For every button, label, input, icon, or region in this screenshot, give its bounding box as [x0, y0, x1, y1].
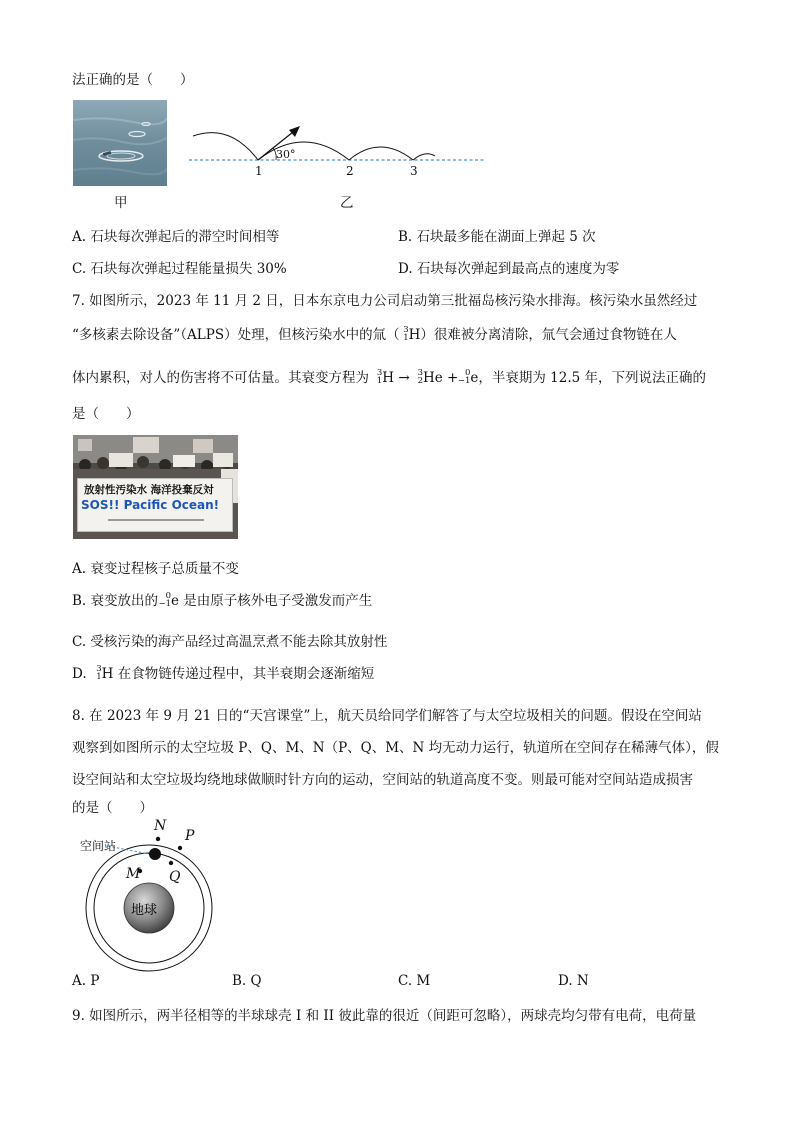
q7-option-d-post: H 在食物链传递过程中，其半衰期会逐渐缩短: [101, 666, 375, 682]
nuclide-charge: 1: [376, 376, 383, 386]
q7-option-d-pre: D.: [72, 666, 87, 682]
q6-photo-stone-skipping: [73, 100, 167, 186]
q8-stem-line4: 的是（ ）: [72, 800, 153, 816]
q7-option-b-pre: B. 衰变放出的: [72, 593, 159, 609]
q7-option-d-nuclide-h: [93, 664, 102, 682]
q8-option-d[interactable]: D. N: [558, 973, 589, 989]
q6-diagram-skip-arcs: [185, 118, 490, 184]
nuclide-mass: 3: [96, 664, 102, 674]
q7-stem-line3-a: 体内累积，对人的伤害将不可估量。其衰变方程为: [72, 370, 369, 386]
q7-stem-line2-a: “多核素去除设备”（ALPS）处理，但核污染水中的氚（: [72, 327, 400, 343]
q7-option-b-post: e 是由原子核外电子受激发而产生: [171, 593, 373, 609]
q7-eq-nuclide-h: [373, 368, 382, 386]
nuclide-mass: 3: [376, 368, 383, 378]
nuclide-mass: 0: [464, 368, 471, 378]
q7-photo-protest: [73, 435, 238, 539]
q7-eq-e: e: [470, 370, 479, 386]
nuclide-charge: 1: [96, 672, 102, 682]
q8-earth-label: 地球: [131, 903, 158, 918]
q7-stem-line3: [72, 366, 706, 386]
q8-stem-line3: 设空间站和太空垃圾均绕地球做顺时针方向的运动，空间站的轨道高度不变。则最可能对空间站造成损害: [72, 772, 693, 788]
q7-eq-he: He +: [422, 370, 459, 386]
q8-option-b[interactable]: B. Q: [232, 973, 262, 989]
q6-option-a[interactable]: A. 石块每次弹起后的滞空时间相等: [72, 229, 280, 245]
q7-stem-line1: 7. 如图所示，2023 年 11 月 2 日，日本东京电力公司启动第三批福岛核污染水排海。核污染水虽然经过: [72, 293, 698, 309]
q6-option-c[interactable]: C. 石块每次弹起过程能量损失 30%: [72, 261, 287, 277]
q8-option-a[interactable]: A. P: [72, 973, 100, 989]
nuclide-charge: −1: [158, 599, 172, 609]
q7-sign-small-print: [108, 519, 204, 521]
q6-point-3-label: 3: [410, 164, 418, 178]
q7-eq-nuclide-e: [458, 368, 470, 386]
q8-station-label: 空间站: [80, 839, 117, 853]
nuclide-mass: 0: [165, 591, 172, 601]
q6-label-yi: 乙: [340, 195, 354, 211]
q7-option-b[interactable]: [72, 589, 372, 609]
q8-label-m: M: [126, 866, 141, 882]
q7-option-a[interactable]: A. 衰变过程核子总质量不变: [72, 561, 239, 577]
q8-label-n: N: [154, 818, 167, 834]
q7-eq-h: H →: [382, 370, 410, 386]
q8-label-p: P: [185, 828, 195, 844]
q7-stem-line2: [72, 323, 677, 343]
q7-stem-line2-b: H）很难被分离清除，氚气会通过食物链在人: [408, 327, 677, 343]
q8-stem-line1: 8. 在 2023 年 9 月 21 日的“天宫课堂”上，航天员给同学们解答了与太空垃圾相关的问题。假设在空间站: [72, 708, 702, 724]
q7-sign-line2: SOS!! Pacific Ocean!: [81, 498, 220, 512]
q7-stem-line4: 是（ ）: [72, 406, 140, 422]
q7-stem-line3-b: ，半衰期为 12.5 年，下列说法正确的: [478, 370, 707, 386]
q7-nuclide-h-inline: [400, 325, 409, 343]
q7-option-b-nuclide-e: [158, 591, 171, 609]
q7-photo-sign: [77, 478, 233, 532]
nuclide-charge: 2: [417, 376, 423, 386]
nuclide-mass: 3: [417, 368, 423, 378]
q9-stem-line1: 9. 如图所示，两半径相等的半球球壳 I 和 II 彼此靠的很近（间距可忽略），两球壳均匀带有电荷，电荷量: [72, 1008, 697, 1024]
q7-eq-nuclide-he: [414, 368, 423, 386]
q6-label-jia: 甲: [114, 195, 128, 211]
q6-option-d[interactable]: D. 石块每次弹起到最高点的速度为零: [398, 261, 620, 277]
q7-option-d[interactable]: [72, 662, 374, 682]
q6-angle-label: 30°: [276, 148, 296, 161]
q6-option-b[interactable]: B. 石块最多能在湖面上弹起 5 次: [398, 229, 596, 245]
q6-photo-art: [73, 100, 167, 186]
q6-point-2-label: 2: [346, 164, 354, 178]
nuclide-charge: 1: [403, 333, 409, 343]
nuclide-mass: 3: [403, 325, 409, 335]
q6-stem-tail: 法正确的是（ ）: [72, 72, 194, 88]
q7-option-c[interactable]: C. 受核污染的海产品经过高温烹煮不能去除其放射性: [72, 634, 388, 650]
q8-label-q: Q: [169, 869, 181, 885]
q6-point-1-label: 1: [255, 164, 263, 178]
q7-sign-line1: 放射性汚染水 海洋投棄反対: [84, 484, 214, 496]
q8-option-c[interactable]: C. M: [398, 973, 431, 989]
q8-stem-line2: 观察到如图所示的太空垃圾 P、Q、M、N（P、Q、M、N 均无动力运行，轨道所在空间存在稀薄气体），假: [72, 740, 719, 756]
nuclide-charge: −1: [457, 376, 471, 386]
